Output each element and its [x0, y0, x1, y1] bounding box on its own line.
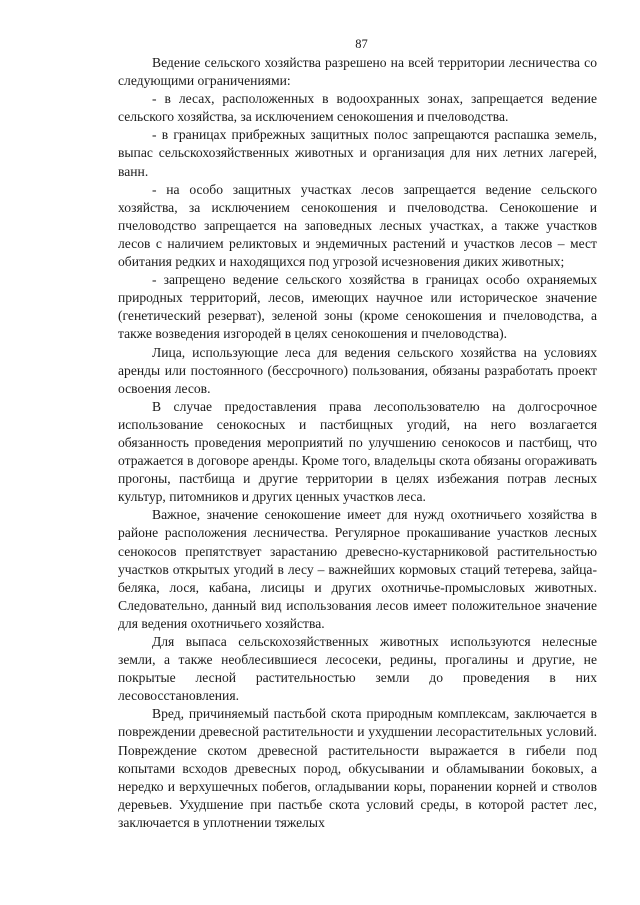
paragraph-protected-natural-territories: - запрещено ведение сельского хозяйства в границах особо охраняемых природных территорий, лесов, имеющих научное или историческое значение (генетический резерват), зеленой зоны (кроме сенокошения и пчеловодства, а также возведения изгородей в целях сенокошения и пчеловодства).	[118, 272, 597, 342]
paragraph-grazing-damage: Вред, причиняемый пастьбой скота природным комплексам, заключается в повреждении древесной растительности и ухудшении лесорастительных условий. Повреждение скотом древесной растительности выражается в гибели под копытами всходов древесных пород, обкусывании и обламывании боковых, а нередко и верхушечных побегов, огладывании коры, поранении корней и стволов деревьев. Ухудшение при пастьбе скота условий среды, в которой растет лес, заключается в уплотнении тяжелых	[118, 706, 597, 830]
paragraph-grazing-lands: Для выпаса сельскохозяйственных животных используются нелесные земли, а также необлесившиеся лесосеки, редины, прогалины и другие, не покрытые лесной растительностью земли до проведения в них лесовосстановления.	[118, 634, 597, 704]
paragraph-long-term-use: В случае предоставления права лесопользователю на долгосрочное использование сенокосных и пастбищных угодий, на него возлагается обязанность проведения мероприятий по улучшению сенокосов и пастбищ, что отражается в договоре аренды. Кроме того, владельцы скота обязаны огораживать прогоны, пастбища и другие территории в целях избежания потрав лесных культур, питомников и других ценных участков леса.	[118, 398, 597, 505]
paragraph-forest-development-project: Лица, использующие леса для ведения сельского хозяйства на условиях аренды или постоянного (бессрочного) пользования, обязаны разработать проект освоения лесов.	[118, 344, 597, 396]
page-number: 87	[355, 37, 368, 51]
paragraph-intro: Ведение сельского хозяйства разрешено на всей территории лесничества со следующими ограничениями:	[118, 55, 597, 89]
paragraph-coastal-protective-strips: - в границах прибрежных защитных полос запрещаются распашка земель, выпас сельскохозяйственных животных и организация для них летних лагерей, ванн.	[118, 127, 597, 179]
paragraph-water-protection-zones: - в лесах, расположенных в водоохранных зонах, запрещается ведение сельского хозяйства, за исключением сенокошения и пчеловодства.	[118, 91, 597, 125]
paragraph-haymaking-hunting: Важное, значение сенокошение имеет для нужд охотничьего хозяйства в районе расположения лесничества. Регулярное прокашивание участков лесных сенокосов препятствует зарастанию древесно-кустарниковой растительностью участков открытых угодий в лесу – важнейших кормовых стаций тетерева, зайца-беляка, лося, кабана, лисицы и других охотничье-промысловых животных. Следовательно, данный вид использования лесов имеет положительное значение для ведения охотничьего хозяйства.	[118, 507, 597, 631]
paragraph-protective-forest-areas: - на особо защитных участках лесов запрещается ведение сельского хозяйства, за исключением сенокошения и пчеловодства. Сенокошение и пчеловодство запрещается на заповедных лесных участках, а также участков лесов с наличием реликтовых и эндемичных растений и участков лесов – мест обитания редких и находящихся под угрозой исчезновения диких животных;	[118, 181, 597, 270]
